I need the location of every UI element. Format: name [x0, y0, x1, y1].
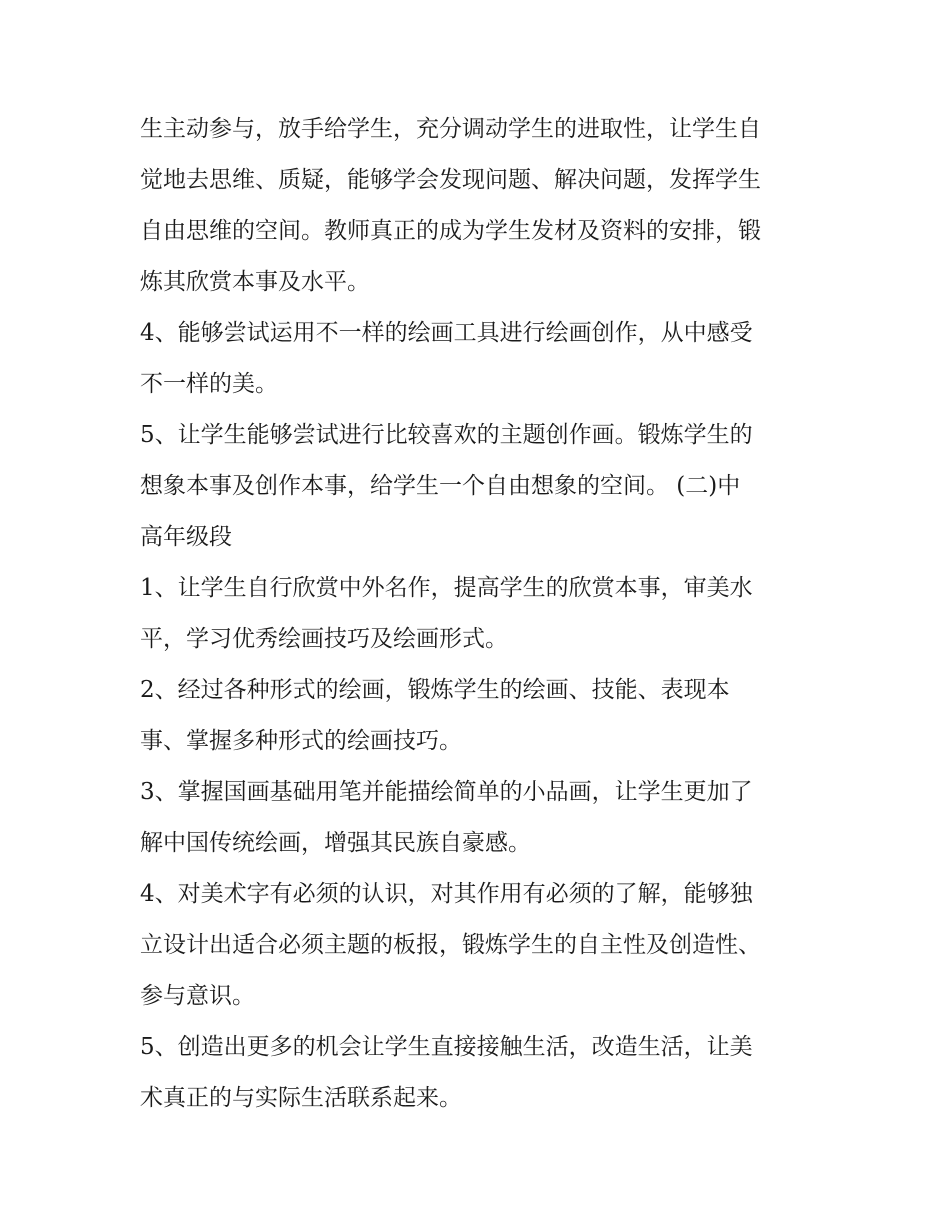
section-heading: 高年级段: [140, 524, 232, 550]
text-line-3: 自由思维的空间。教师真正的成为学生发材及资料的安排，锻: [140, 218, 761, 244]
text-line-6: 不一样的美。: [140, 371, 278, 397]
text-line-19: 5、创造出更多的机会让学生直接接触生活，改造生活，让美: [140, 1034, 753, 1060]
text-line-20: 术真正的与实际生活联系起来。: [140, 1085, 462, 1111]
text-line-2: 觉地去思维、质疑，能够学会发现问题、解决问题，发挥学生: [140, 167, 761, 193]
text-line-8: 想象本事及创作本事，给学生一个自由想象的空间。 (二)中: [140, 473, 741, 499]
text-line-15: 解中国传统绘画，增强其民族自豪感。: [140, 830, 531, 856]
text-line-4: 炼其欣赏本事及水平。: [140, 269, 370, 295]
text-line-7: 5、让学生能够尝试进行比较喜欢的主题创作画。锻炼学生的: [140, 422, 753, 448]
text-line-16: 4、对美术字有必须的认识，对其作用有必须的了解，能够独: [140, 881, 753, 907]
text-line-1: 生主动参与，放手给学生，充分调动学生的进取性，让学生自: [140, 116, 761, 142]
text-line-11: 平，学习优秀绘画技巧及绘画形式。: [140, 626, 508, 652]
text-line-13: 事、掌握多种形式的绘画技巧。: [140, 728, 462, 754]
text-line-14: 3、掌握国画基础用笔并能描绘简单的小品画，让学生更加了: [140, 779, 753, 805]
text-line-5: 4、能够尝试运用不一样的绘画工具进行绘画创作，从中感受: [140, 320, 753, 346]
text-line-17: 立设计出适合必须主题的板报，锻炼学生的自主性及创造性、: [140, 932, 761, 958]
body-text: [140, 104, 820, 1124]
text-line-12: 2、经过各种形式的绘画，锻炼学生的绘画、技能、表现本: [140, 677, 730, 703]
text-line-18: 参与意识。: [140, 983, 255, 1009]
text-line-10: 1、让学生自行欣赏中外名作，提高学生的欣赏本事，审美水: [140, 575, 753, 601]
